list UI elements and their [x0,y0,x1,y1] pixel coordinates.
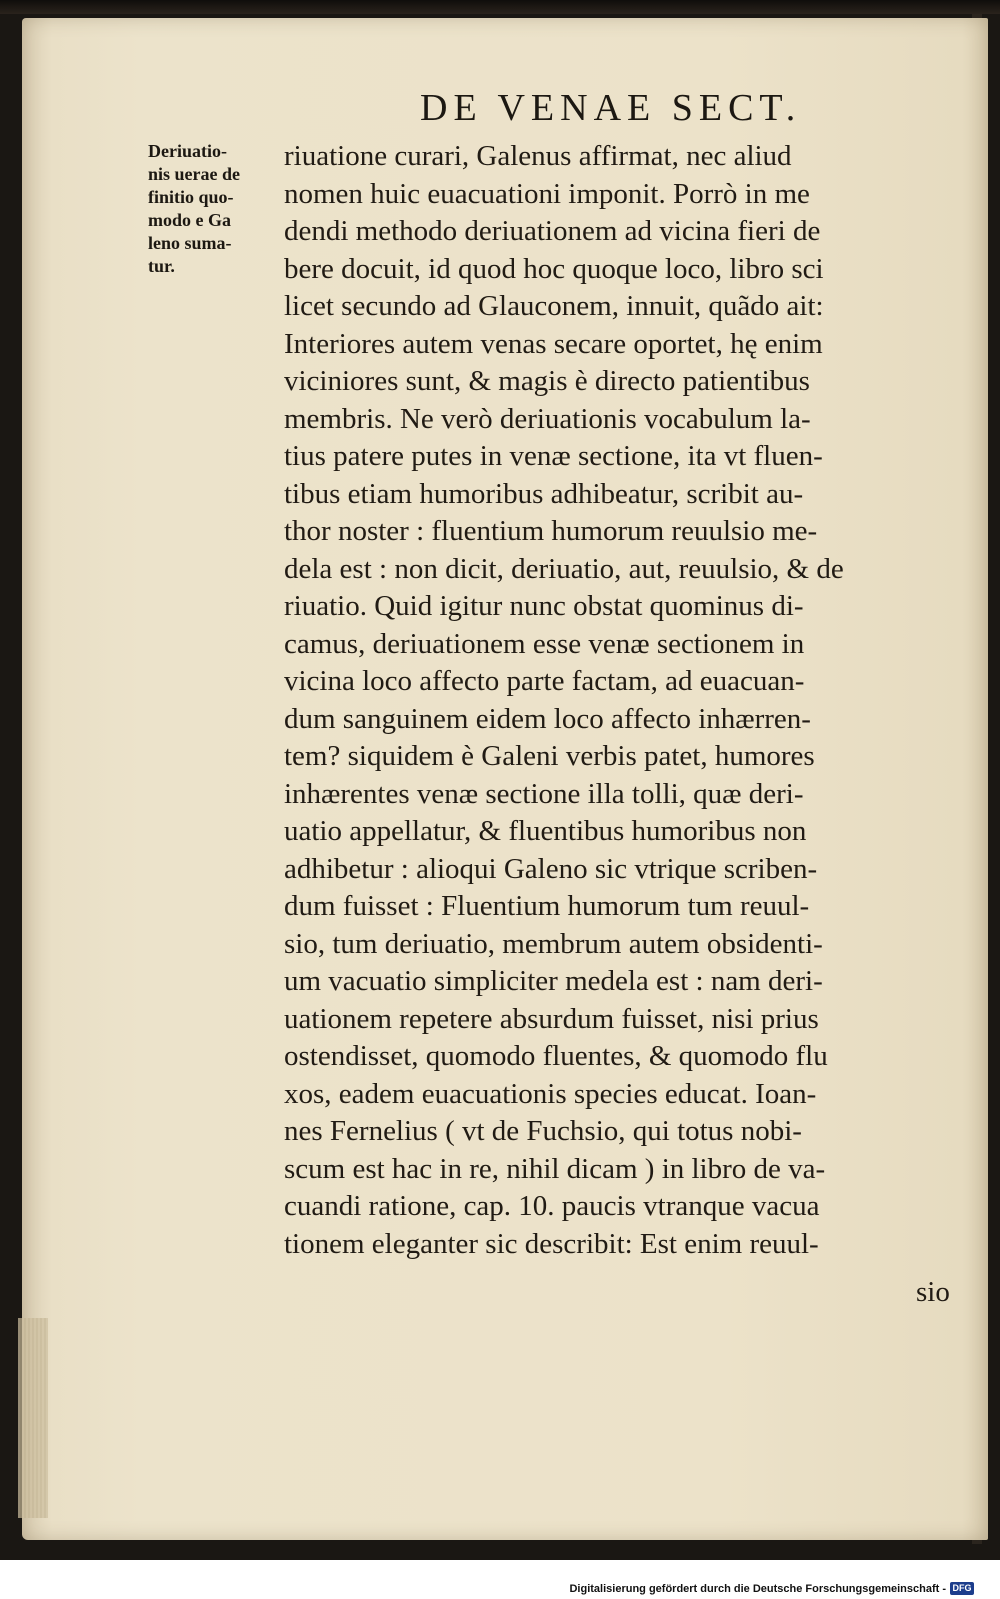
text-line: Interiores autem venas secare oportet, hę enim [284,327,823,360]
text-line: tibus etiam humoribus adhibeatur, scribit au- [284,477,804,510]
text-line: adhibetur : alioqui Galeno sic vtrique scriben- [284,852,818,885]
text-line: dum fuisset : Fluentium humorum tum reuul- [284,890,810,922]
text-line: membris. Ne verò deriuationis vocabulum la- [284,402,811,435]
text-line: xos, eadem euacuationis species educat. Ioan- [284,1077,817,1110]
text-line: nes Fernelius ( vt de Fuchsio, qui totus nobi- [284,1115,802,1147]
text-line: inhærentes venæ sectione illa tolli, quæ deri- [284,777,804,810]
marginal-note-line: finitio quo- [148,187,234,207]
text-line: sio, tum deriuatio, membrum autem obsidenti- [284,927,823,960]
body-text [284,138,956,1263]
marginal-note [148,140,280,278]
text-line: scum est hac in re, nihil dicam ) in libro de va- [284,1152,826,1185]
scan-top-edge [0,0,1000,14]
marginal-note-line: nis uerae de [148,164,240,184]
text-line: tem? siquidem è Galeni verbis patet, humores [284,740,815,772]
text-line: tionem eleganter sic describit: Est enim reuul- [284,1227,819,1260]
marginal-note-line: modo e Ga [148,210,231,230]
text-line: riuatio. Quid igitur nunc obstat quominus di- [284,590,804,622]
text-line: uationem repetere absurdum fuisset, nisi prius [284,1002,819,1035]
running-head: DE VENAE SECT. [420,87,802,129]
dfg-logo-icon: DFG [950,1582,974,1595]
text-line: cuandi ratione, cap. 10. paucis vtranque vacua [284,1190,820,1222]
marginal-note-line: Deriuatio- [148,141,227,161]
catchword: sio [916,1276,950,1308]
text-line: riuatione curari, Galenus affirmat, nec aliud [284,140,792,172]
text-line: tius patere putes in venæ sectione, ita vt fluen- [284,440,823,472]
text-line: bere docuit, id quod hoc quoque loco, libro sci [284,252,824,285]
text-line: thor noster : fluentium humorum reuulsio me- [284,515,818,547]
text-line: uatio appellatur, & fluentibus humoribus non [284,815,807,847]
text-line: dendi methodo deriuationem ad vicina fieri de [284,215,821,247]
text-line: viciniores sunt, & magis è directo patientibus [284,365,810,397]
text-line: dela est : non dicit, deriuatio, aut, reuulsio, & de [284,552,844,585]
marginal-note-line: leno suma- [148,233,232,253]
page-edges [18,1318,48,1518]
text-line: nomen huic euacuationi imponit. Porrò in me [284,177,810,210]
text-line: vicina loco affecto parte factam, ad euacuan- [284,665,805,697]
marginal-note-line: tur. [148,256,175,276]
text-line: ostendisset, quomodo fluentes, & quomodo flu [284,1040,828,1072]
text-line: camus, deriuationem esse venæ sectionem in [284,627,805,660]
text-line: dum sanguinem eidem loco affecto inhærren- [284,702,811,735]
funding-credit: Digitalisierung gefördert durch die Deutsche Forschungsgemeinschaft - [569,1583,946,1595]
text-line: licet secundo ad Glauconem, innuit, quãdo ait: [284,290,824,322]
text-line: um vacuatio simpliciter medela est : nam deri- [284,965,823,997]
